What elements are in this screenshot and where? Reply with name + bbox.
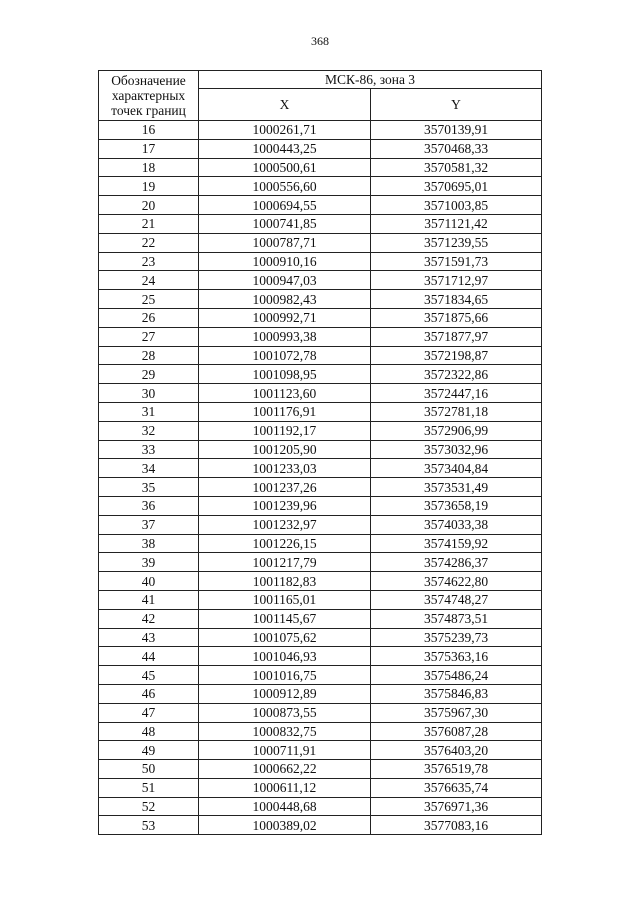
- table-row: [99, 271, 542, 290]
- x-coordinate-cell: 1001232,97: [199, 515, 371, 534]
- x-coordinate-cell: 1000910,16: [199, 252, 371, 271]
- point-number-cell: 32: [99, 421, 199, 440]
- table-row: [99, 384, 542, 403]
- y-coordinate-cell: 3575239,73: [371, 628, 542, 647]
- table-row: [99, 214, 542, 233]
- x-coordinate-cell: 1000500,61: [199, 158, 371, 177]
- y-coordinate-cell: 3575967,30: [371, 703, 542, 722]
- header-x: X: [199, 89, 371, 121]
- point-number-cell: 49: [99, 741, 199, 760]
- y-coordinate-cell: 3573404,84: [371, 459, 542, 478]
- point-number-cell: 16: [99, 121, 199, 140]
- x-coordinate-cell: 1001072,78: [199, 346, 371, 365]
- y-coordinate-cell: 3571591,73: [371, 252, 542, 271]
- x-coordinate-cell: 1000611,12: [199, 778, 371, 797]
- table-row: [99, 139, 542, 158]
- x-coordinate-cell: 1000947,03: [199, 271, 371, 290]
- point-number-cell: 26: [99, 308, 199, 327]
- point-number-cell: 36: [99, 496, 199, 515]
- y-coordinate-cell: 3574748,27: [371, 590, 542, 609]
- x-coordinate-cell: 1000694,55: [199, 196, 371, 215]
- point-number-cell: 44: [99, 647, 199, 666]
- x-coordinate-cell: 1000832,75: [199, 722, 371, 741]
- table-row: [99, 590, 542, 609]
- y-coordinate-cell: 3573032,96: [371, 440, 542, 459]
- y-coordinate-cell: 3575363,16: [371, 647, 542, 666]
- point-number-cell: 41: [99, 590, 199, 609]
- y-coordinate-cell: 3576403,20: [371, 741, 542, 760]
- x-coordinate-cell: 1000448,68: [199, 797, 371, 816]
- table-row: [99, 327, 542, 346]
- x-coordinate-cell: 1000993,38: [199, 327, 371, 346]
- y-coordinate-cell: 3571875,66: [371, 308, 542, 327]
- x-coordinate-cell: 1001176,91: [199, 402, 371, 421]
- x-coordinate-cell: 1001233,03: [199, 459, 371, 478]
- table-row: [99, 816, 542, 835]
- y-coordinate-cell: 3570139,91: [371, 121, 542, 140]
- table-row: [99, 647, 542, 666]
- table-row: [99, 666, 542, 685]
- table-row: [99, 703, 542, 722]
- point-number-cell: 20: [99, 196, 199, 215]
- y-coordinate-cell: 3575846,83: [371, 684, 542, 703]
- x-coordinate-cell: 1001237,26: [199, 478, 371, 497]
- point-number-cell: 51: [99, 778, 199, 797]
- point-number-cell: 28: [99, 346, 199, 365]
- x-coordinate-cell: 1000261,71: [199, 121, 371, 140]
- y-coordinate-cell: 3572198,87: [371, 346, 542, 365]
- x-coordinate-cell: 1001192,17: [199, 421, 371, 440]
- point-number-cell: 19: [99, 177, 199, 196]
- table-row: [99, 233, 542, 252]
- table-row: [99, 778, 542, 797]
- x-coordinate-cell: 1001226,15: [199, 534, 371, 553]
- table-row: [99, 515, 542, 534]
- point-number-cell: 18: [99, 158, 199, 177]
- point-number-cell: 42: [99, 609, 199, 628]
- table-row: [99, 741, 542, 760]
- y-coordinate-cell: 3576519,78: [371, 760, 542, 779]
- point-number-cell: 52: [99, 797, 199, 816]
- y-coordinate-cell: 3571121,42: [371, 214, 542, 233]
- coordinates-table: [98, 70, 542, 835]
- point-number-cell: 23: [99, 252, 199, 271]
- table-row: [99, 290, 542, 309]
- y-coordinate-cell: 3574033,38: [371, 515, 542, 534]
- y-coordinate-cell: 3574873,51: [371, 609, 542, 628]
- y-coordinate-cell: 3571834,65: [371, 290, 542, 309]
- x-coordinate-cell: 1000389,02: [199, 816, 371, 835]
- x-coordinate-cell: 1001182,83: [199, 572, 371, 591]
- x-coordinate-cell: 1000992,71: [199, 308, 371, 327]
- point-number-cell: 53: [99, 816, 199, 835]
- table-row: [99, 196, 542, 215]
- x-coordinate-cell: 1000912,89: [199, 684, 371, 703]
- table-row: [99, 252, 542, 271]
- x-coordinate-cell: 1000873,55: [199, 703, 371, 722]
- table-row: [99, 553, 542, 572]
- point-number-cell: 22: [99, 233, 199, 252]
- table-row: [99, 121, 542, 140]
- y-coordinate-cell: 3571712,97: [371, 271, 542, 290]
- table-row: [99, 760, 542, 779]
- table-row: [99, 459, 542, 478]
- point-number-cell: 48: [99, 722, 199, 741]
- table-row: [99, 572, 542, 591]
- y-coordinate-cell: 3572906,99: [371, 421, 542, 440]
- table-header: [99, 71, 542, 121]
- point-number-cell: 45: [99, 666, 199, 685]
- x-coordinate-cell: 1000662,22: [199, 760, 371, 779]
- y-coordinate-cell: 3574286,37: [371, 553, 542, 572]
- x-coordinate-cell: 1001046,93: [199, 647, 371, 666]
- table-row: [99, 684, 542, 703]
- table-row: [99, 478, 542, 497]
- header-coordinate-system: МСК-86, зона 3: [199, 71, 542, 89]
- y-coordinate-cell: 3577083,16: [371, 816, 542, 835]
- point-number-cell: 47: [99, 703, 199, 722]
- x-coordinate-cell: 1001145,67: [199, 609, 371, 628]
- x-coordinate-cell: 1000711,91: [199, 741, 371, 760]
- y-coordinate-cell: 3572447,16: [371, 384, 542, 403]
- y-coordinate-cell: 3573658,19: [371, 496, 542, 515]
- table-row: [99, 402, 542, 421]
- table-row: [99, 797, 542, 816]
- x-coordinate-cell: 1001098,95: [199, 365, 371, 384]
- y-coordinate-cell: 3570581,32: [371, 158, 542, 177]
- x-coordinate-cell: 1001075,62: [199, 628, 371, 647]
- y-coordinate-cell: 3576087,28: [371, 722, 542, 741]
- table-row: [99, 421, 542, 440]
- header-y: Y: [371, 89, 542, 121]
- table-row: [99, 628, 542, 647]
- page-number: 368: [311, 34, 329, 48]
- point-number-cell: 24: [99, 271, 199, 290]
- x-coordinate-cell: 1001239,96: [199, 496, 371, 515]
- x-coordinate-cell: 1001016,75: [199, 666, 371, 685]
- x-coordinate-cell: 1000443,25: [199, 139, 371, 158]
- y-coordinate-cell: 3575486,24: [371, 666, 542, 685]
- y-coordinate-cell: 3574159,92: [371, 534, 542, 553]
- y-coordinate-cell: 3571877,97: [371, 327, 542, 346]
- x-coordinate-cell: 1001123,60: [199, 384, 371, 403]
- table-row: [99, 534, 542, 553]
- point-number-cell: 33: [99, 440, 199, 459]
- point-number-cell: 27: [99, 327, 199, 346]
- table-row: [99, 609, 542, 628]
- table-row: [99, 308, 542, 327]
- y-coordinate-cell: 3571003,85: [371, 196, 542, 215]
- y-coordinate-cell: 3574622,80: [371, 572, 542, 591]
- table-row: [99, 346, 542, 365]
- table-body: [99, 121, 542, 835]
- table-row: [99, 177, 542, 196]
- x-coordinate-cell: 1000787,71: [199, 233, 371, 252]
- table-row: [99, 722, 542, 741]
- y-coordinate-cell: 3572322,86: [371, 365, 542, 384]
- table-row: [99, 440, 542, 459]
- y-coordinate-cell: 3573531,49: [371, 478, 542, 497]
- table-row: [99, 496, 542, 515]
- point-number-cell: 31: [99, 402, 199, 421]
- x-coordinate-cell: 1001205,90: [199, 440, 371, 459]
- y-coordinate-cell: 3572781,18: [371, 402, 542, 421]
- point-number-cell: 46: [99, 684, 199, 703]
- point-number-cell: 40: [99, 572, 199, 591]
- point-number-cell: 35: [99, 478, 199, 497]
- point-number-cell: 39: [99, 553, 199, 572]
- x-coordinate-cell: 1000556,60: [199, 177, 371, 196]
- point-number-cell: 17: [99, 139, 199, 158]
- x-coordinate-cell: 1001165,01: [199, 590, 371, 609]
- point-number-cell: 38: [99, 534, 199, 553]
- point-number-cell: 37: [99, 515, 199, 534]
- point-number-cell: 29: [99, 365, 199, 384]
- x-coordinate-cell: 1000741,85: [199, 214, 371, 233]
- point-number-cell: 30: [99, 384, 199, 403]
- y-coordinate-cell: 3570468,33: [371, 139, 542, 158]
- table-row: [99, 365, 542, 384]
- y-coordinate-cell: 3576635,74: [371, 778, 542, 797]
- y-coordinate-cell: 3576971,36: [371, 797, 542, 816]
- header-point-designation: Обозначение характерных точек границ: [99, 71, 199, 121]
- point-number-cell: 43: [99, 628, 199, 647]
- point-number-cell: 25: [99, 290, 199, 309]
- point-number-cell: 21: [99, 214, 199, 233]
- point-number-cell: 50: [99, 760, 199, 779]
- table-row: [99, 158, 542, 177]
- y-coordinate-cell: 3571239,55: [371, 233, 542, 252]
- y-coordinate-cell: 3570695,01: [371, 177, 542, 196]
- point-number-cell: 34: [99, 459, 199, 478]
- x-coordinate-cell: 1000982,43: [199, 290, 371, 309]
- x-coordinate-cell: 1001217,79: [199, 553, 371, 572]
